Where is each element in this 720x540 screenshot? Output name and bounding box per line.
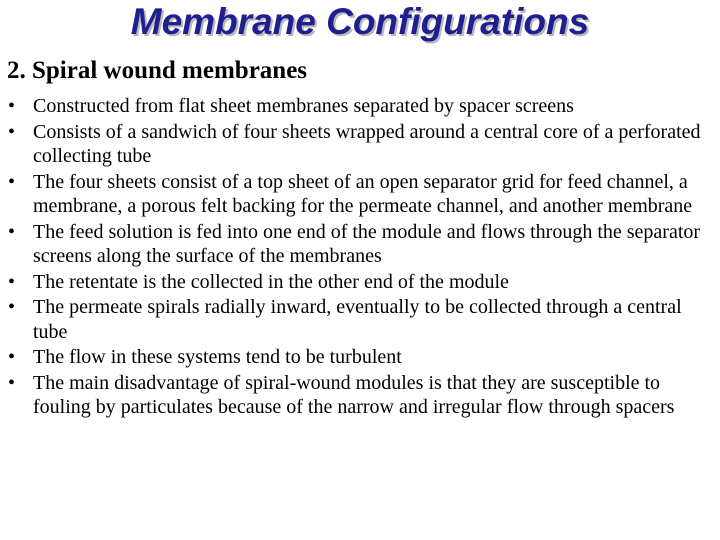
bullet-item [8,94,718,119]
bullet-text: Consists of a sandwich of four sheets wrapped around a central core of a perforated collecting tube [33,120,701,167]
bullet-icon: • [8,346,16,368]
bullet-text: The main disadvantage of spiral-wound modules is that they are susceptible to fouling by particulates because of the narrow and irregular flow through spacers [33,371,675,418]
bullet-icon: • [8,170,16,193]
bullet-text: The feed solution is fed into one end of the module and flows through the separator screens along the surface of the membranes [33,220,701,267]
section-subtitle: 2. Spiral wound membranes [7,57,308,84]
bullet-item [8,270,718,295]
bullet-icon: • [8,270,16,293]
bullet-icon: • [8,296,16,318]
bullet-item [8,220,718,269]
bullet-item [8,345,718,370]
slide-title: Membrane Configurations [130,1,590,42]
bullet-text: The permeate spirals radially inward, eventually to be collected through a central tube [33,296,682,343]
bullet-item [8,295,718,344]
bullet-text: Constructed from flat sheet membranes separated by spacer screens [33,95,574,117]
bullet-item [8,371,718,420]
bullet-item [8,170,718,219]
bullet-icon: • [8,120,16,143]
bullet-text: The flow in these systems tend to be turbulent [33,346,402,368]
bullet-list [8,94,718,421]
bullet-icon: • [8,220,16,243]
bullet-text: The retentate is the collected in the other end of the module [33,270,509,293]
bullet-icon: • [8,371,16,394]
bullet-icon: • [8,95,16,117]
bullet-text: The four sheets consist of a top sheet of an open separator grid for feed channel, a membrane, a porous felt backing for the permeate channel, and another membrane [33,170,693,217]
bullet-item [8,120,718,169]
